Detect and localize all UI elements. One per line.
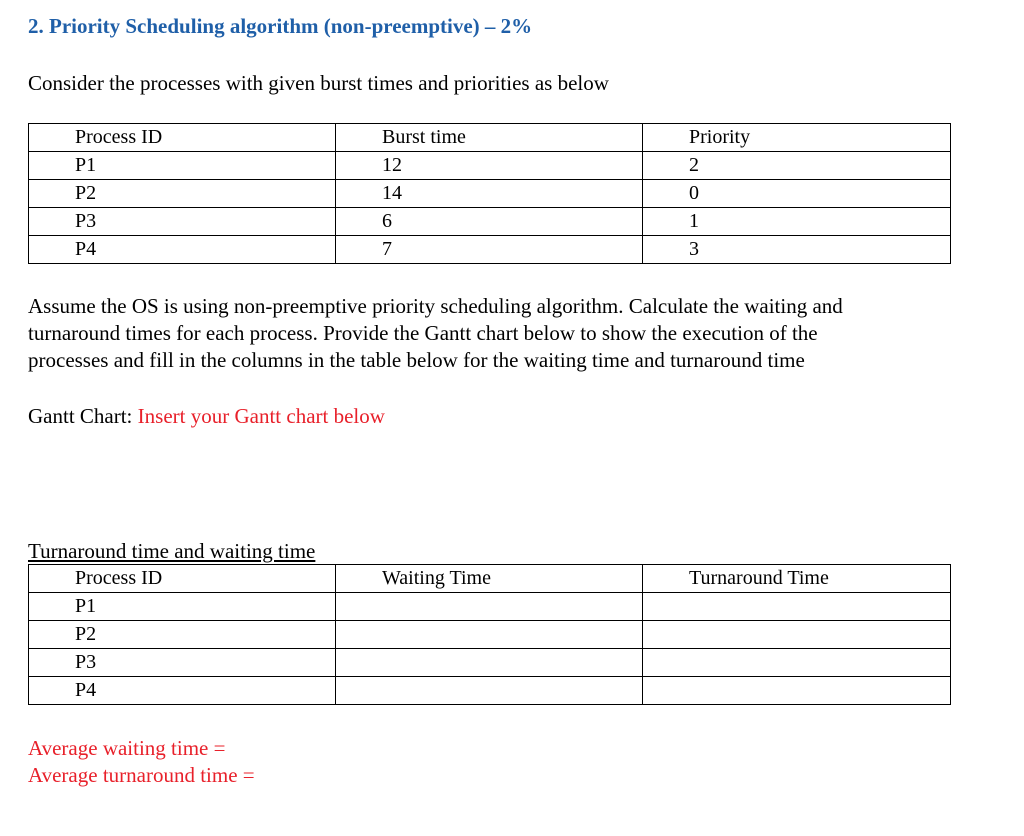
header-turnaround-time: Turnaround Time [643, 565, 951, 593]
burst-time-cell: 6 [336, 208, 643, 236]
process-id-cell: P2 [29, 180, 336, 208]
results-title: Turnaround time and waiting time [28, 539, 316, 563]
waiting-time-cell[interactable] [336, 677, 643, 705]
table-row [29, 208, 951, 236]
average-waiting-time: Average waiting time = [28, 736, 226, 760]
question-heading: 2. Priority Scheduling algorithm (non-preemptive) – 2% [28, 14, 533, 38]
results-table [28, 564, 951, 705]
turnaround-time-cell[interactable] [643, 649, 951, 677]
header-waiting-time: Waiting Time [336, 565, 643, 593]
gantt-chart-label: Gantt Chart: [28, 404, 138, 428]
table-row [29, 180, 951, 208]
process-id-cell: P1 [29, 152, 336, 180]
header-process-id: Process ID [29, 565, 336, 593]
process-id-cell: P3 [29, 208, 336, 236]
burst-time-cell: 12 [336, 152, 643, 180]
priority-cell: 3 [643, 236, 951, 264]
header-priority: Priority [643, 124, 951, 152]
table-row [29, 236, 951, 264]
burst-time-cell: 14 [336, 180, 643, 208]
table-row [29, 621, 951, 649]
gantt-chart-prompt: Insert your Gantt chart below [137, 404, 385, 428]
table-row [29, 593, 951, 621]
header-process-id: Process ID [29, 124, 336, 152]
process-id-cell: P1 [29, 593, 336, 621]
process-id-cell: P4 [29, 677, 336, 705]
process-id-cell: P3 [29, 649, 336, 677]
instructions-line-3: processes and fill in the columns in the table below for the waiting time and turnaround time [28, 348, 805, 372]
header-burst-time: Burst time [336, 124, 643, 152]
priority-cell: 0 [643, 180, 951, 208]
process-table [28, 123, 951, 264]
instructions-line-1: Assume the OS is using non-preemptive priority scheduling algorithm. Calculate the waiting and [28, 294, 843, 318]
priority-cell: 1 [643, 208, 951, 236]
table-header-row [29, 565, 951, 593]
table-row [29, 649, 951, 677]
average-turnaround-time: Average turnaround time = [28, 763, 255, 787]
table-row [29, 152, 951, 180]
waiting-time-cell[interactable] [336, 593, 643, 621]
table-header-row [29, 124, 951, 152]
waiting-time-cell[interactable] [336, 649, 643, 677]
burst-time-cell: 7 [336, 236, 643, 264]
table-row [29, 677, 951, 705]
gantt-chart-line [28, 403, 385, 430]
intro-text: Consider the processes with given burst times and priorities as below [28, 71, 609, 95]
turnaround-time-cell[interactable] [643, 677, 951, 705]
waiting-time-cell[interactable] [336, 621, 643, 649]
priority-cell: 2 [643, 152, 951, 180]
process-id-cell: P2 [29, 621, 336, 649]
turnaround-time-cell[interactable] [643, 593, 951, 621]
turnaround-time-cell[interactable] [643, 621, 951, 649]
process-id-cell: P4 [29, 236, 336, 264]
instructions-line-2: turnaround times for each process. Provide the Gantt chart below to show the execution of the [28, 321, 818, 345]
